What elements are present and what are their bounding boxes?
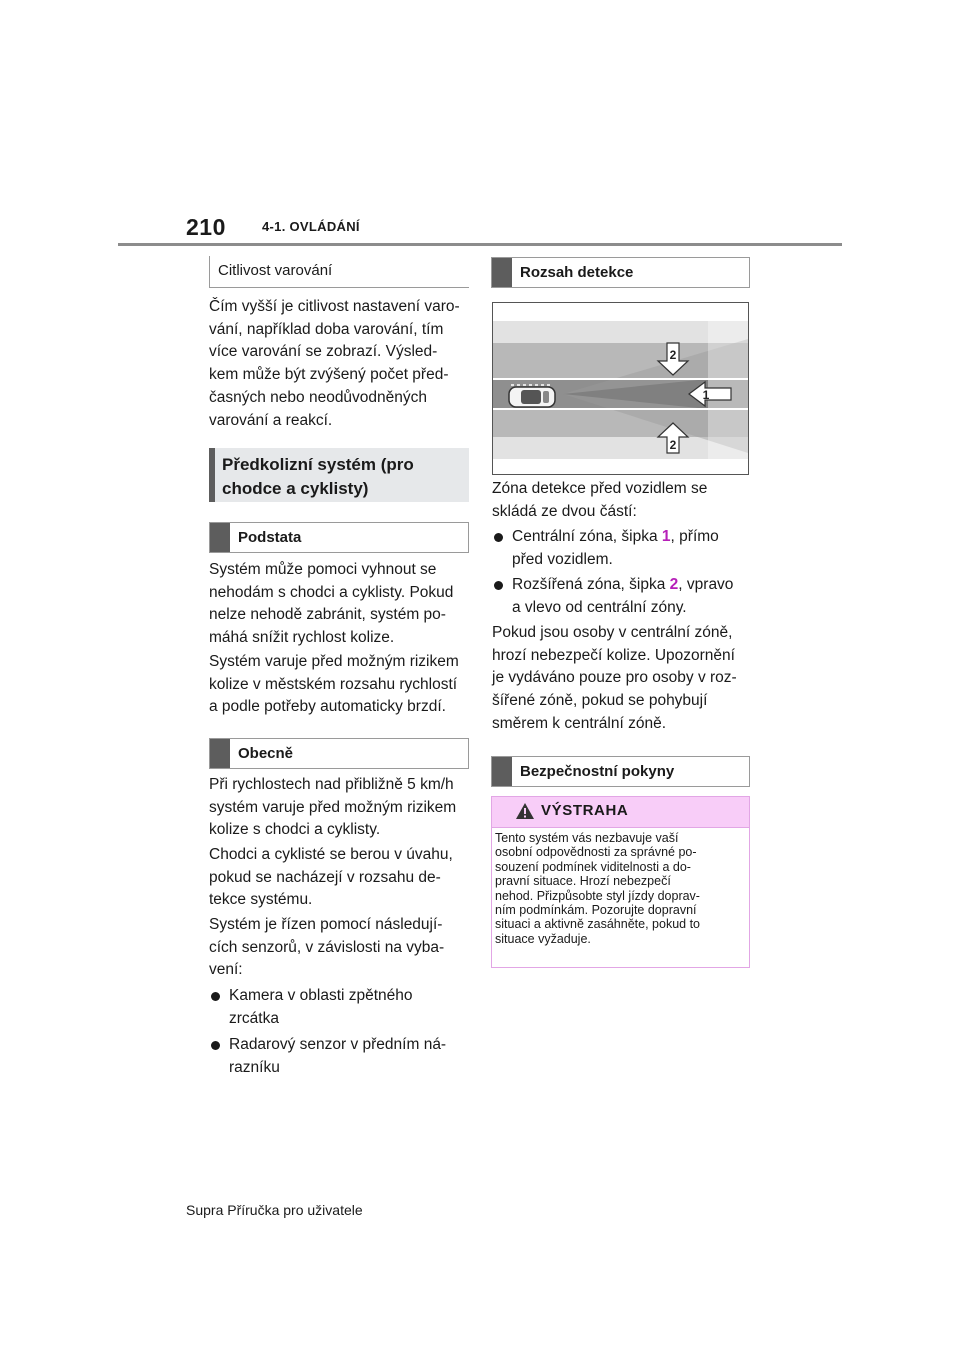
text-line: více varování se zobrazí. Výsled- (209, 343, 438, 361)
bullet-dot (211, 1041, 220, 1050)
text-line: nehodám s chodci a cyklisty. Pokud (209, 583, 454, 601)
zone-paragraph (492, 478, 707, 523)
principle-paragraph-2 (209, 651, 459, 719)
text-line: Radarový senzor v předním ná- (229, 1036, 447, 1053)
text-line: Tento systém vás nezbavuje vaší (495, 831, 679, 845)
label-bar (210, 739, 230, 768)
bullet-dot (494, 533, 503, 542)
text-line: systém varuje před možným rizikem (209, 798, 457, 816)
warning-box (491, 796, 750, 968)
text-line: nelze nehodě zabránit, systém po- (209, 606, 446, 624)
car-icon (509, 387, 555, 407)
text-line: nehod. Přizpůsobte styl jízdy doprav- (495, 888, 700, 903)
label-bar (492, 258, 512, 287)
text-line: Systém může pomoci vyhnout se (209, 561, 437, 578)
text-line: a podle potřeby automaticky brzdí. (209, 698, 446, 716)
general-label-box (209, 738, 469, 769)
arrow-label: 2 (669, 348, 677, 362)
sensor-bullet-camera (211, 985, 469, 1031)
text-line: Kamera v oblasti zpětného (229, 987, 413, 1004)
arrow-number: 1 (661, 528, 671, 545)
text-line: pokud se nacházejí v rozsahu de- (209, 868, 441, 886)
text-line: vání, například doba varování, tím (209, 320, 444, 338)
text-line: varování a reakcí. (209, 411, 333, 429)
text-line: Čím vyšší je citlivost nastavení varo- (209, 298, 460, 315)
bullet-dot (211, 992, 220, 1001)
label-bar (210, 523, 230, 552)
text-line: směrem k centrální zóně. (492, 714, 667, 732)
text-line: šířené zóně, pokud se pohybují (492, 692, 708, 710)
bullet-text (229, 985, 413, 1030)
text-line: před vozidlem. (512, 550, 613, 568)
general-paragraph-2 (209, 844, 453, 912)
range-label: Rozsah detekce (520, 264, 634, 281)
text-line: tekce systému. (209, 891, 313, 909)
text-line: situaci a aktivně zasáhněte, pokud to (495, 917, 700, 932)
safety-label: Bezpečnostní pokyny (520, 763, 675, 780)
text-line: kolize v městském rozsahu rychlostí (209, 675, 458, 693)
detection-range-figure (492, 302, 749, 475)
label-bar (492, 757, 512, 786)
section-title: 4-1. OVLÁDÁNÍ (262, 219, 360, 234)
text-line: máhá snížit rychlost kolize. (209, 629, 395, 647)
general-paragraph-3 (209, 914, 444, 982)
text-line: je vydáváno pouze pro osoby v roz- (492, 669, 737, 687)
text-line: skládá ze dvou částí: (492, 502, 637, 520)
text-line: časných nebo neodůvodněných (209, 388, 428, 406)
text-line: razníku (229, 1058, 280, 1076)
text-line: cích senzorů, v závislosti na vyba- (209, 938, 445, 956)
footer-text: Supra Příručka pro uživatele (186, 1202, 363, 1218)
text-line: Pokud jsou osoby v centrální zóně, (492, 624, 733, 641)
text-line: souzení podmínek viditelnosti a do- (495, 859, 691, 874)
sensor-bullet-radar (211, 1034, 469, 1080)
text-line: Rozšířená zóna, šipka 2, vpravo (512, 576, 734, 593)
zone-bullet-extended (494, 574, 750, 620)
bullet-text (512, 526, 719, 571)
sensitivity-label-box (209, 256, 469, 288)
main-heading (222, 453, 414, 501)
general-paragraph-1 (209, 774, 456, 842)
text-line: a vlevo od centrální zóny. (512, 598, 687, 616)
warning-triangle-icon (515, 802, 535, 820)
text-line: vení: (209, 961, 243, 979)
text-line: zrcátka (229, 1009, 279, 1027)
text-line: Chodci a cyklisté se berou v úvahu, (209, 846, 453, 863)
heading-line: Předkolizní systém (pro (222, 455, 414, 474)
text-line: osobní odpovědnosti za správné po- (495, 845, 697, 860)
text-line: kem může být zvýšený počet před- (209, 366, 449, 384)
text-line: kolize s chodci a cyklisty. (209, 821, 381, 839)
header-rule (118, 243, 842, 246)
sensitivity-paragraph (209, 296, 460, 432)
heading-line: chodce a cyklisty) (222, 479, 369, 498)
text-line: Zóna detekce před vozidlem se (492, 480, 708, 497)
warning-text (495, 831, 700, 946)
bullet-text (229, 1034, 446, 1079)
principle-label: Podstata (238, 529, 302, 546)
bullet-dot (494, 581, 503, 590)
arrow-number: 2 (669, 576, 679, 593)
page-number: 210 (186, 214, 226, 240)
principle-label-box (209, 522, 469, 553)
heading-bar (209, 448, 215, 502)
bullet-text (512, 574, 733, 619)
text-line: ním podmínkám. Pozorujte dopravní (495, 903, 697, 918)
detection-range-diagram (493, 303, 748, 474)
text-line: Centrální zóna, šipka 1, přímo (512, 528, 719, 545)
text-line: Systém varuje před možným rizikem (209, 653, 459, 670)
arrow-label: 2 (669, 438, 677, 452)
text-line: Při rychlostech nad přibližně 5 km/h (209, 776, 454, 793)
safety-label-box (491, 756, 750, 787)
range-label-box (491, 257, 750, 288)
text-line: Systém je řízen pomocí následují- (209, 916, 443, 933)
zone-paragraph-2 (492, 622, 737, 736)
text-line: situace vyžaduje. (495, 931, 591, 946)
general-label: Obecně (238, 745, 294, 762)
text-line: pravní situace. Hrozí nebezpečí (495, 874, 671, 889)
text-line: hrozí nebezpečí kolize. Upozornění (492, 646, 735, 664)
zone-bullet-central (494, 526, 750, 572)
main-heading-box (209, 448, 469, 502)
warning-header (492, 797, 749, 828)
sensitivity-label: Citlivost varování (218, 262, 333, 279)
principle-paragraph-1 (209, 559, 453, 650)
warning-title: VÝSTRAHA (541, 802, 629, 819)
arrow-label: 1 (702, 388, 710, 402)
